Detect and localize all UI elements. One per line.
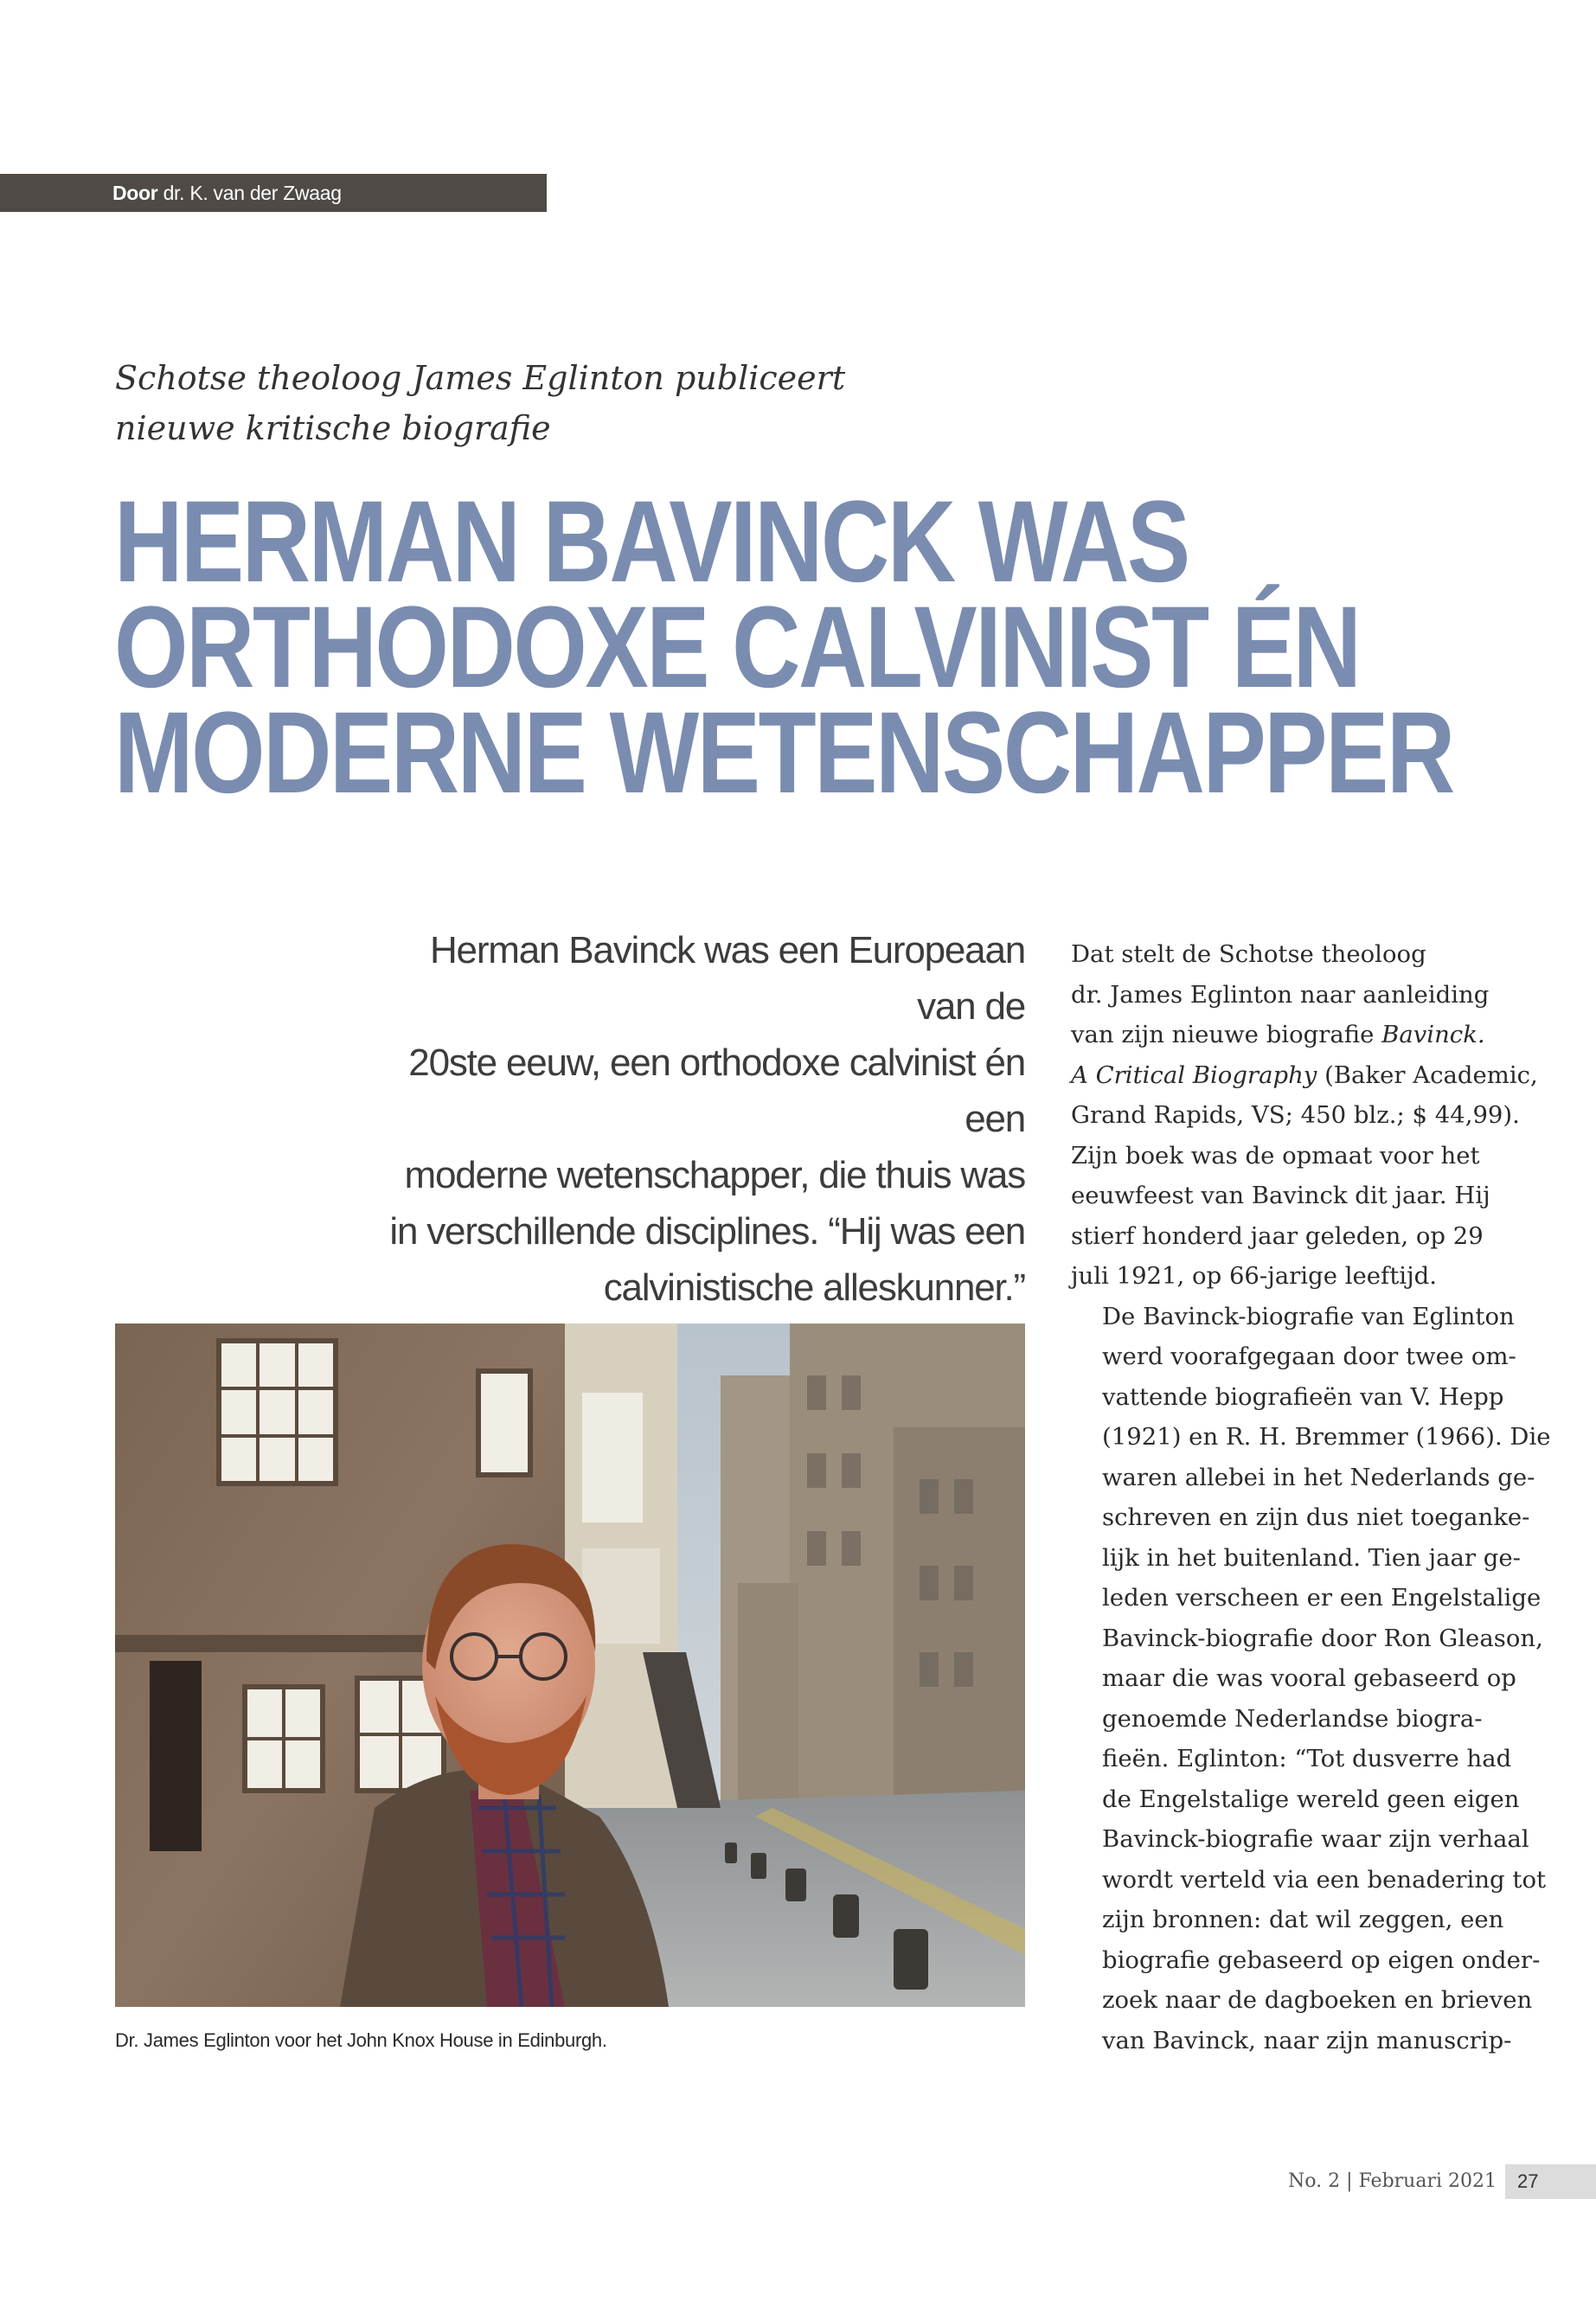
body-line: De Bavinck-biografie van Eglinton (1102, 1302, 1515, 1330)
subtitle-line: nieuwe kritische biografie (115, 409, 551, 447)
byline-prefix: Door (112, 182, 158, 204)
body-line: van Bavinck, naar zijn manuscrip- (1102, 2026, 1512, 2054)
page-number: 27 (1505, 2164, 1596, 2199)
body-line: waren allebei in het Nederlands ge- (1102, 1463, 1535, 1491)
headline (114, 478, 1453, 817)
body-line: stierf honderd jaar geleden, op 29 (1071, 1221, 1484, 1250)
body-line: (1921) en R. H. Bremmer (1966). Die (1102, 1423, 1551, 1451)
intro-line: moderne wetenschapper, die thuis was (404, 1154, 1025, 1196)
body-line: Bavinck-biografie waar zijn verhaal (1102, 1825, 1529, 1853)
intro-line: Herman Bavinck was een Europeaan van de (429, 929, 1025, 1028)
body-text: (Baker Academic, (1317, 1061, 1538, 1089)
subtitle (115, 353, 1067, 453)
body-line: dr. James Eglinton naar aanleiding (1071, 980, 1490, 1009)
body-line: fieën. Eglinton: “Tot dusverre had (1102, 1745, 1512, 1772)
body-line: genoemde Nederlandse biogra- (1102, 1704, 1483, 1733)
body-line (1071, 1055, 1538, 1096)
body-line: de Engelstalige wereld geen eigen (1102, 1785, 1520, 1813)
body-text: van zijn nieuwe biografie (1071, 1021, 1382, 1048)
body-line (1071, 1015, 1521, 1055)
body-line: juli 1921, op 66-jarige leeftijd. (1071, 1262, 1437, 1290)
intro-line: in verschillende disciplines. “Hij was een (389, 1210, 1025, 1253)
body-paragraph (1071, 934, 1538, 1297)
body-line: leden verscheen er een Engelstalige (1102, 1584, 1542, 1612)
intro-line: 20ste eeuw, een orthodoxe calvinist én een (408, 1042, 1025, 1140)
body-line: Bavinck-biografie door Ron Gleason, (1102, 1624, 1543, 1652)
article-body (1071, 934, 1551, 2061)
intro-line: calvinistische alleskunner.” (603, 1266, 1025, 1309)
issue-info: No. 2 | Februari 2021 (1288, 2170, 1497, 2192)
headline-line: MODERNE WETENSCHAPPER (114, 689, 1453, 817)
body-line: lijk in het buitenland. Tien jaar ge- (1102, 1543, 1521, 1572)
body-line: maar die was vooral gebaseerd op (1102, 1664, 1516, 1692)
body-line: zoek naar de dagboeken en brieven (1102, 1986, 1533, 2014)
body-line: wordt verteld via een benadering tot (1102, 1865, 1547, 1894)
byline-bar (0, 174, 547, 212)
body-line: schreven en zijn dus niet toeganke- (1102, 1503, 1530, 1531)
headline-line: ORTHODOXE CALVINIST ÉN (114, 583, 1360, 712)
headline-line: HERMAN BAVINCK WAS (114, 478, 1189, 606)
body-line: eeuwfeest van Bavinck dit jaar. Hij (1071, 1182, 1490, 1209)
byline-author: dr. K. van der Zwaag (163, 182, 342, 204)
intro-paragraph (381, 922, 1025, 1316)
body-line: Dat stelt de Schotse theoloog (1071, 940, 1426, 968)
photo-caption: Dr. James Eglinton voor het John Knox House in Edinburgh. (115, 2029, 607, 2051)
book-title: Bavinck. (1381, 1021, 1485, 1048)
portrait-photo (115, 1324, 1025, 2007)
body-line: Zijn boek was de opmaat voor het (1071, 1141, 1480, 1170)
subtitle-line: Schotse theoloog James Eglinton publiceert (115, 359, 846, 397)
body-line: vattende biografieën van V. Hepp (1102, 1382, 1504, 1411)
body-line: zijn bronnen: dat wil zeggen, een (1102, 1906, 1504, 1933)
body-line: Grand Rapids, VS; 450 blz.; $ 44,99). (1071, 1101, 1520, 1129)
body-paragraph (1071, 1297, 1551, 2061)
book-subtitle: A Critical Biography (1071, 1061, 1317, 1089)
body-line: biografie gebaseerd op eigen onder- (1102, 1945, 1541, 1974)
body-line: werd voorafgegaan door twee om- (1102, 1343, 1516, 1370)
